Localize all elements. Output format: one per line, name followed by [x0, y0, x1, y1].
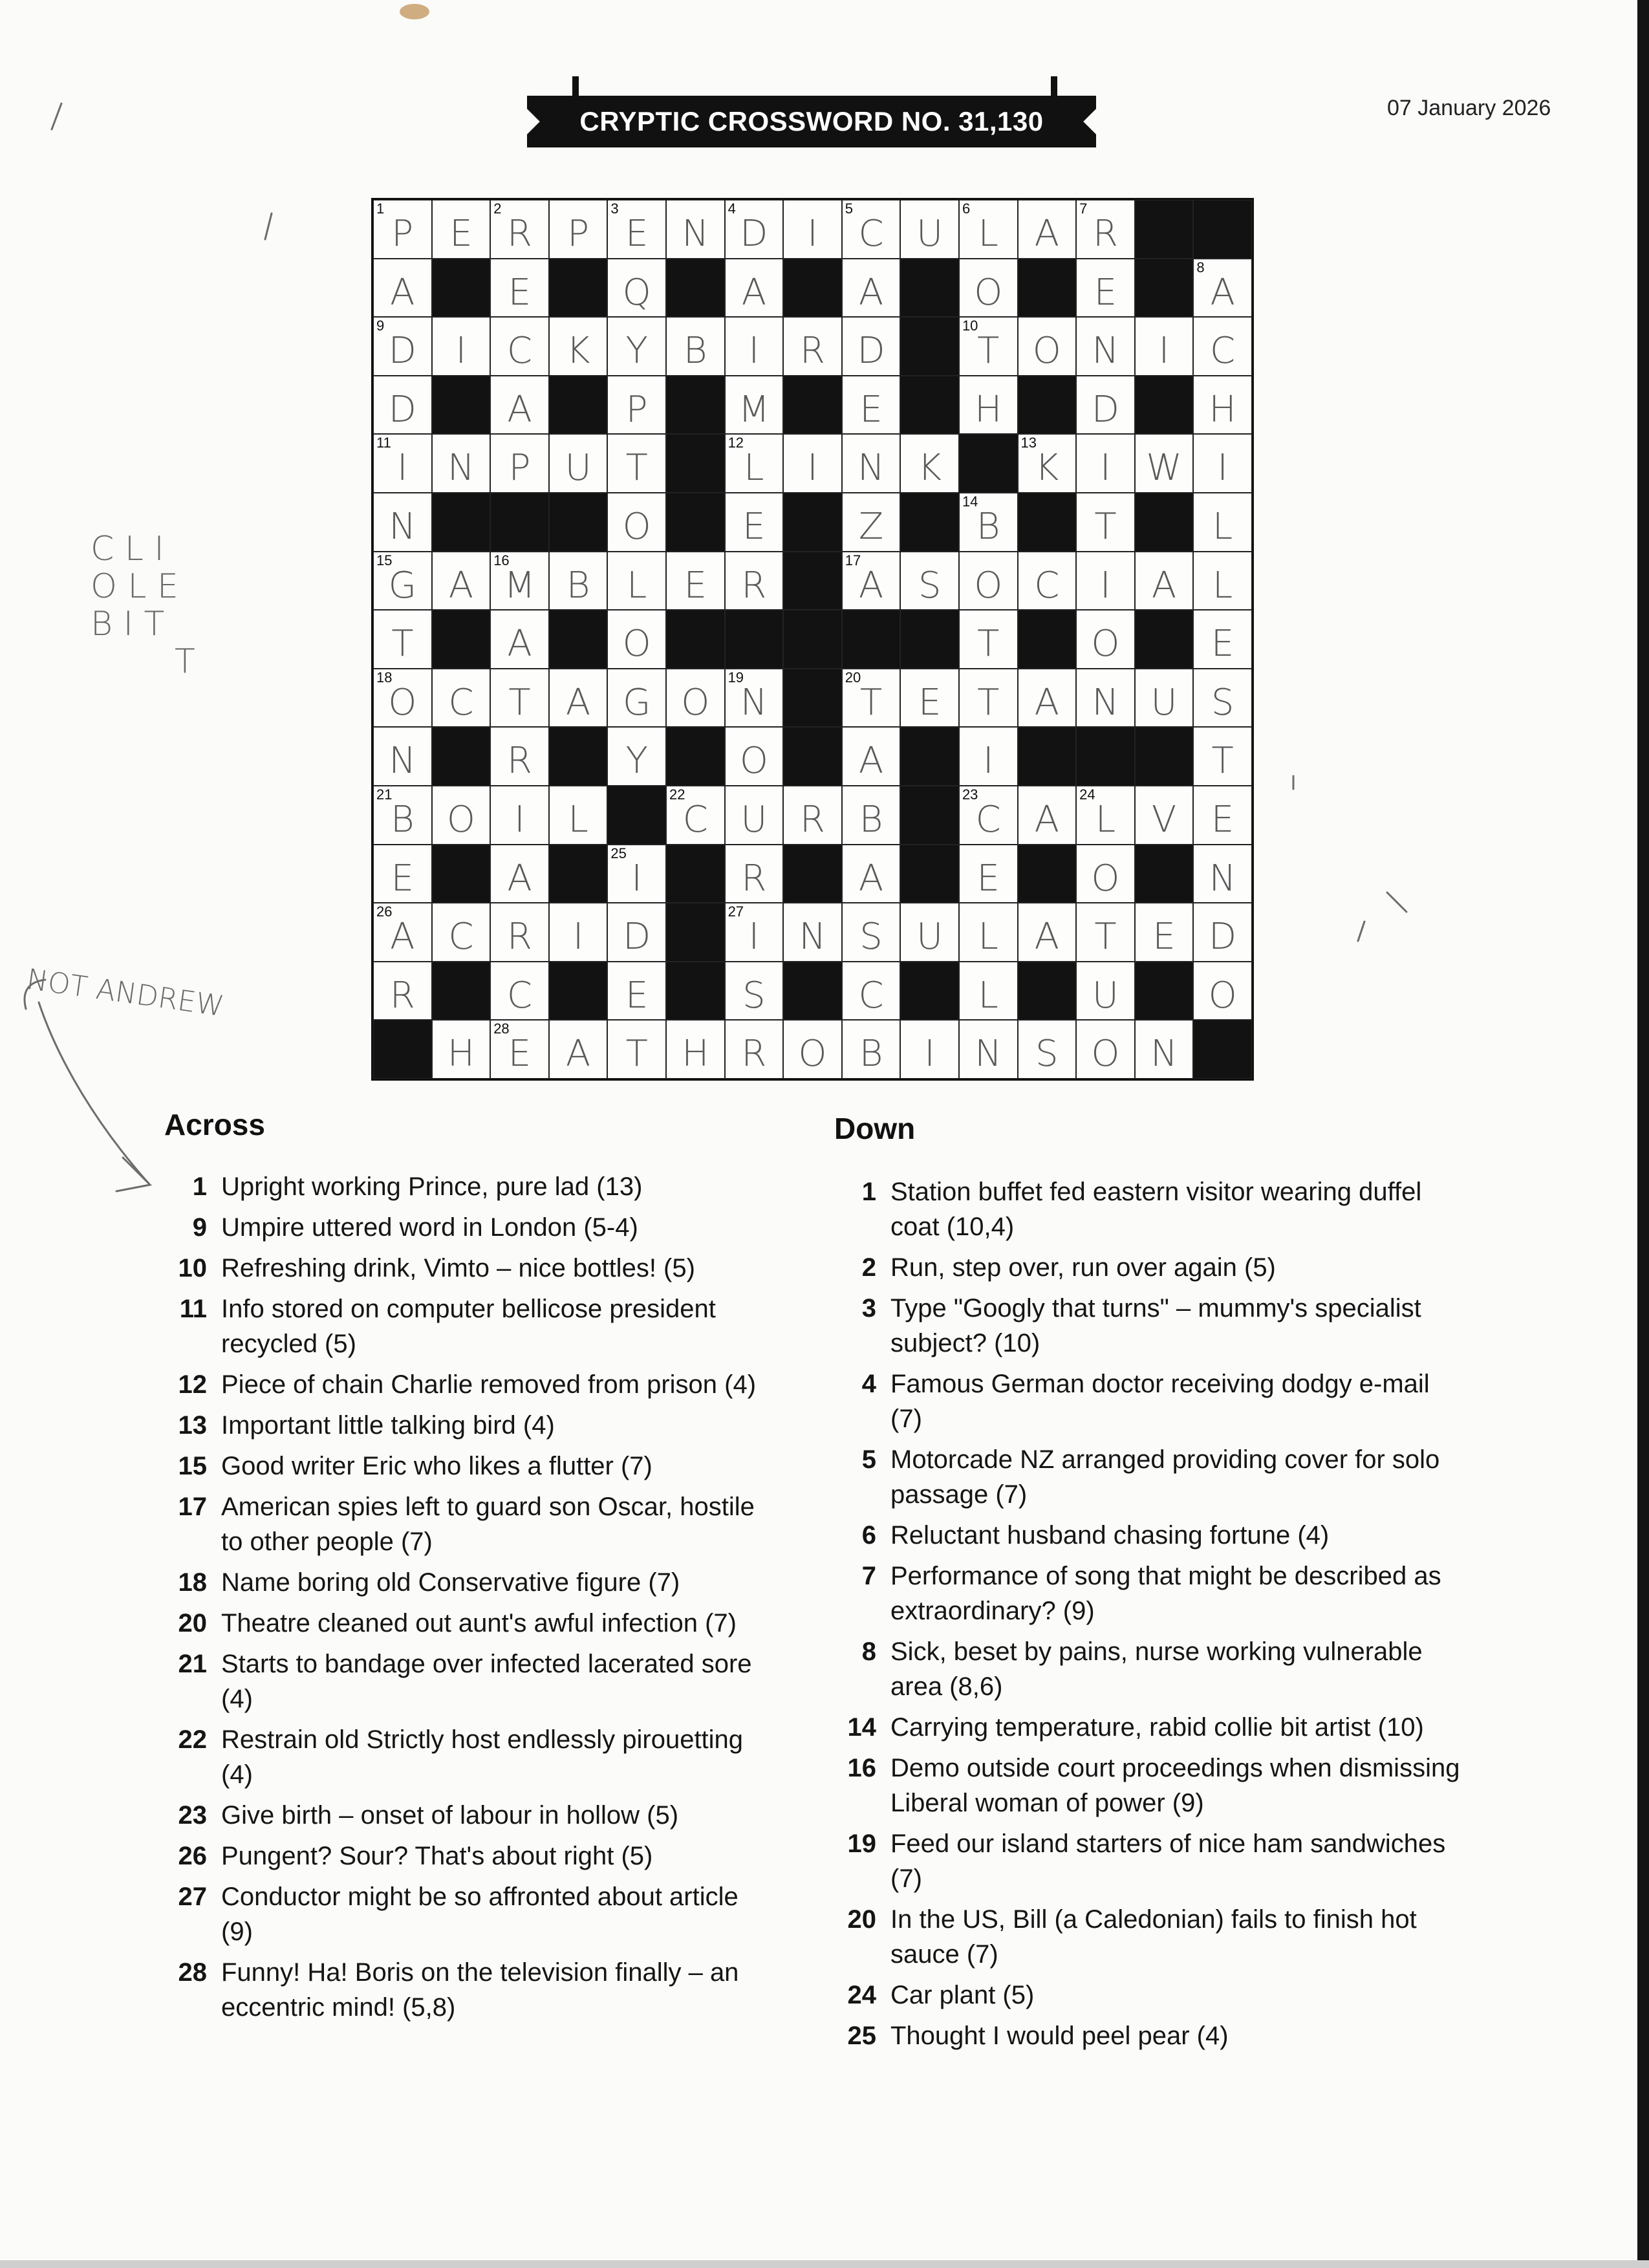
handwritten-letter: A	[741, 271, 767, 314]
handwritten-letter: B	[859, 798, 883, 841]
clue-text: Motorcade NZ arranged providing cover for solo passage (7)	[890, 1445, 1440, 1509]
handwritten-letter: E	[1211, 798, 1234, 841]
handwritten-letter: U	[1092, 974, 1119, 1017]
handwritten-letter: E	[976, 857, 1000, 900]
clue-text: Give birth – onset of labour in hollow (5)	[221, 1801, 679, 1830]
clue-number: 24	[1079, 786, 1095, 803]
clue-number: 22	[178, 1725, 207, 1754]
handwritten-letter: E	[918, 681, 942, 724]
handwritten-letter: E	[859, 388, 883, 431]
handwritten-letter: C	[858, 974, 884, 1017]
clue-text: American spies left to guard son Oscar, hostile to other people (7)	[221, 1493, 755, 1556]
clue-number: 12	[727, 435, 744, 451]
handwritten-letter: A	[1034, 213, 1059, 255]
handwritten-letter: E	[1152, 916, 1176, 958]
anagram-line: C L I	[91, 530, 164, 568]
handwritten-letter: B	[859, 1033, 883, 1075]
handwritten-letter: A	[565, 1033, 591, 1075]
handwritten-letter: M	[504, 564, 535, 607]
handwritten-letter: O	[1091, 1033, 1120, 1075]
handwritten-letter: M	[738, 388, 770, 431]
handwritten-letter: I	[514, 798, 525, 841]
handwritten-letter: B	[683, 330, 707, 373]
handwritten-letter: Z	[858, 505, 884, 548]
handwritten-letter: H	[682, 1033, 709, 1075]
clue-text: Famous German doctor receiving dodgy e-mail (7)	[890, 1370, 1430, 1433]
clue-number: 14	[962, 493, 978, 510]
clue-number: 8	[1196, 259, 1205, 275]
handwritten-letter: Q	[622, 271, 651, 314]
handwritten-letter: E	[391, 857, 414, 900]
handwritten-letter: R	[389, 974, 415, 1017]
clue-number: 21	[376, 786, 393, 803]
handwritten-letter: T	[1094, 505, 1117, 548]
handwritten-letter: H	[975, 388, 1002, 431]
clue-number: 20	[178, 1609, 207, 1637]
handwritten-letter: O	[446, 798, 475, 841]
handwritten-letter: O	[739, 740, 768, 783]
handwritten-letter: I	[807, 213, 818, 255]
handwritten-letter: A	[1034, 916, 1059, 958]
handwritten-letter: C	[448, 681, 474, 724]
clue-number: 4	[727, 200, 736, 217]
clue-number: 3	[861, 1294, 876, 1323]
handwritten-letter: U	[1150, 681, 1178, 724]
handwritten-letter: E	[1094, 271, 1117, 314]
handwritten-letter: C	[506, 974, 533, 1017]
clue-number: 5	[845, 200, 853, 217]
handwritten-letter: P	[508, 447, 531, 490]
handwritten-letter: N	[975, 1033, 1002, 1075]
handwritten-letter: U	[565, 447, 592, 490]
handwritten-letter: L	[978, 974, 998, 1017]
handwritten-letter: R	[1092, 213, 1118, 255]
handwritten-letter: B	[390, 798, 415, 841]
clue-number: 28	[493, 1021, 510, 1037]
handwritten-letter: O	[622, 623, 651, 665]
handwritten-letter: A	[858, 857, 884, 900]
clue-text: Name boring old Conservative figure (7)	[221, 1568, 680, 1597]
clue-number: 19	[847, 1830, 876, 1858]
clue-number: 6	[861, 1521, 876, 1550]
handwritten-letter: Y	[625, 330, 648, 373]
clue-text: Thought I would peel pear (4)	[890, 2022, 1229, 2050]
clue-number: 8	[861, 1637, 876, 1666]
handwritten-letter: T	[977, 623, 1000, 665]
handwritten-letter: C	[506, 330, 533, 373]
clue-number: 9	[376, 318, 385, 334]
handwritten-letter: A	[858, 740, 884, 783]
clue-number: 2	[861, 1253, 876, 1282]
clue-text: Sick, beset by pains, nurse working vulnerable area (8,6)	[890, 1637, 1423, 1701]
clue-number: 27	[178, 1883, 207, 1911]
clue-number: 26	[178, 1842, 207, 1870]
handwritten-letter: A	[858, 271, 884, 314]
clue-number: 1	[861, 1178, 876, 1206]
handwritten-letter: D	[623, 916, 651, 958]
clue-text: Theatre cleaned out aunt's awful infection (7)	[221, 1609, 737, 1637]
handwritten-letter: A	[1034, 681, 1059, 724]
handwritten-letter: N	[1150, 1033, 1178, 1075]
handwritten-letter: A	[858, 564, 884, 607]
anagram-line: O L E	[91, 567, 178, 606]
clue-number: 13	[1020, 435, 1037, 451]
handwritten-letter: I	[1100, 447, 1111, 490]
clue-number: 1	[192, 1172, 207, 1201]
clue-number: 6	[962, 200, 971, 217]
handwritten-letter: A	[1034, 798, 1059, 841]
handwritten-letter: A	[507, 623, 532, 665]
handwritten-letter: L	[627, 564, 647, 607]
handwritten-letter: L	[568, 798, 588, 841]
handwritten-letter: I	[982, 740, 994, 783]
clue-text: Important little talking bird (4)	[221, 1411, 555, 1440]
clue-text: Umpire uttered word in London (5-4)	[221, 1213, 638, 1242]
handwritten-letter: R	[799, 798, 825, 841]
clue-number: 13	[178, 1411, 207, 1440]
clue-number: 19	[727, 669, 744, 686]
clue-number: 4	[861, 1370, 876, 1398]
handwritten-letter: A	[507, 388, 532, 431]
handwritten-letter: N	[1092, 330, 1119, 373]
clue-number: 22	[669, 786, 685, 803]
handwritten-letter: N	[857, 447, 885, 490]
clue-text: Reluctant husband chasing fortune (4)	[890, 1521, 1330, 1550]
handwritten-letter: G	[622, 681, 651, 724]
clue-number: 24	[847, 1981, 876, 2009]
clue-text: Funny! Ha! Boris on the television finally – an eccentric mind! (5,8)	[221, 1958, 739, 2022]
clue-number: 9	[192, 1213, 207, 1242]
clue-number: 7	[1079, 200, 1088, 217]
handwritten-letter: U	[740, 798, 768, 841]
clue-text: Starts to bandage over infected lacerated sore (4)	[221, 1650, 752, 1713]
handwritten-letter: V	[1151, 798, 1177, 841]
handwritten-letter: I	[397, 447, 408, 490]
handwritten-letter: N	[447, 447, 475, 490]
handwritten-letter: I	[748, 916, 760, 958]
clue-text: Good writer Eric who likes a flutter (7)	[221, 1452, 652, 1480]
handwritten-letter: O	[974, 271, 1003, 314]
handwritten-letter: H	[447, 1033, 475, 1075]
handwritten-letter: T	[1211, 740, 1234, 783]
clue-number: 15	[376, 552, 393, 568]
clue-number: 10	[962, 318, 978, 334]
handwritten-letter: D	[740, 213, 768, 255]
clue-number: 11	[376, 435, 391, 451]
clue-number: 25	[847, 2022, 876, 2050]
clue-number: 18	[178, 1568, 207, 1597]
handwritten-letter: I	[455, 330, 467, 373]
handwritten-letter: A	[507, 857, 532, 900]
clue-text: Piece of chain Charlie removed from prison (4)	[221, 1370, 757, 1399]
handwritten-letter: L	[1212, 505, 1233, 548]
handwritten-letter: L	[744, 447, 764, 490]
handwritten-letter: E	[1211, 623, 1234, 665]
handwritten-letter: D	[1091, 388, 1119, 431]
handwritten-letter: O	[681, 681, 710, 724]
clue-number: 17	[178, 1493, 207, 1521]
clue-number: 11	[179, 1295, 207, 1323]
handwritten-letter: K	[1035, 447, 1059, 490]
handwritten-letter: C	[448, 916, 474, 958]
handwritten-letter: T	[977, 330, 1000, 373]
handwritten-letter: E	[449, 213, 473, 255]
handwritten-letter: S	[1211, 681, 1234, 724]
clue-number: 21	[178, 1650, 207, 1678]
publication-date: 07 January 2026	[1387, 96, 1551, 120]
handwritten-letter: D	[388, 330, 416, 373]
handwritten-letter: E	[508, 1033, 532, 1075]
anagram-line: B I T	[91, 605, 165, 643]
handwritten-letter: P	[625, 388, 648, 431]
handwritten-letter: C	[1034, 564, 1060, 607]
handwritten-letter: T	[977, 681, 1000, 724]
handwritten-letter: E	[625, 974, 649, 1017]
handwritten-letter: E	[625, 213, 649, 255]
clue-number: 12	[178, 1370, 207, 1399]
crossword-title: CRYPTIC CROSSWORD NO. 31,130	[579, 106, 1044, 136]
handwritten-letter: L	[1212, 564, 1233, 607]
handwritten-letter: A	[565, 681, 591, 724]
handwritten-letter: O	[1032, 330, 1061, 373]
clue-number: 23	[178, 1801, 207, 1830]
handwritten-letter: B	[566, 564, 590, 607]
handwritten-letter: C	[1210, 330, 1236, 373]
handwritten-letter: T	[1094, 916, 1117, 958]
clue-text: Type "Googly that turns" – mummy's specialist subject? (10)	[890, 1294, 1421, 1357]
handwritten-letter: Y	[625, 740, 648, 783]
handwritten-letter: U	[916, 916, 943, 958]
clue-text: In the US, Bill (a Caledonian) fails to finish hot sauce (7)	[890, 1905, 1417, 1969]
handwritten-letter: T	[391, 623, 414, 665]
handwritten-letter: O	[1091, 857, 1120, 900]
handwritten-letter: R	[741, 857, 767, 900]
handwritten-letter: O	[388, 681, 417, 724]
clue-text: Performance of song that might be described as extraordinary? (9)	[890, 1562, 1441, 1625]
handwritten-letter: O	[622, 505, 651, 548]
handwritten-letter: I	[631, 857, 642, 900]
clue-number: 14	[847, 1713, 876, 1742]
handwritten-letter: A	[448, 564, 474, 607]
handwritten-letter: S	[742, 974, 766, 1017]
clue-number: 20	[847, 1905, 876, 1934]
handwritten-letter: I	[807, 447, 818, 490]
clue-number: 17	[845, 552, 861, 568]
handwritten-letter: N	[389, 740, 416, 783]
handwritten-letter: L	[978, 213, 998, 255]
clue-number: 25	[610, 845, 627, 861]
clue-number: 2	[493, 200, 502, 217]
clue-number: 20	[845, 669, 861, 686]
handwritten-letter: K	[918, 447, 942, 490]
clue-number: 26	[376, 903, 393, 920]
handwritten-letter: R	[799, 330, 825, 373]
handwritten-letter: O	[974, 564, 1003, 607]
clue-number: 16	[847, 1754, 876, 1782]
clue-text: Restrain old Strictly host endlessly pirouetting (4)	[221, 1725, 744, 1789]
handwritten-letter: D	[1209, 916, 1237, 958]
handwritten-letter: K	[566, 330, 590, 373]
handwritten-letter: O	[798, 1033, 827, 1075]
handwritten-letter: C	[975, 798, 1001, 841]
handwritten-letter: N	[1092, 681, 1119, 724]
handwritten-letter: L	[1095, 798, 1116, 841]
handwritten-letter: T	[859, 681, 883, 724]
handwritten-letter: E	[742, 505, 766, 548]
handwritten-letter: N	[1209, 857, 1236, 900]
across-heading: Across	[164, 1108, 265, 1141]
handwritten-letter: T	[625, 1033, 648, 1075]
clue-text: Refreshing drink, Vimto – nice bottles! (5)	[221, 1254, 695, 1282]
handwritten-letter: T	[625, 447, 648, 490]
handwritten-letter: N	[682, 213, 709, 255]
down-heading: Down	[834, 1112, 916, 1145]
handwritten-letter: R	[741, 1033, 767, 1075]
handwritten-letter: I	[1100, 564, 1111, 607]
clue-number: 23	[962, 786, 978, 803]
clue-number: 7	[861, 1562, 876, 1590]
handwritten-letter: E	[684, 564, 707, 607]
handwritten-letter: E	[508, 271, 532, 314]
handwritten-letter: U	[916, 213, 943, 255]
handwritten-letter: N	[740, 681, 768, 724]
arrow-stroke	[39, 1002, 149, 1183]
handwritten-letter: O	[1208, 974, 1237, 1017]
clue-text: Pungent? Sour? That's about right (5)	[221, 1842, 653, 1870]
clue-number: 1	[376, 200, 385, 217]
handwritten-letter: P	[391, 213, 414, 255]
handwritten-letter: R	[507, 916, 532, 958]
clue-text: Carrying temperature, rabid collie bit artist (10)	[890, 1713, 1424, 1742]
handwritten-letter: A	[1210, 271, 1235, 314]
clue-text: Upright working Prince, pure lad (13)	[221, 1172, 643, 1201]
handwritten-letter: I	[572, 916, 584, 958]
handwritten-letter: R	[507, 213, 532, 255]
handwritten-letter: G	[388, 564, 416, 607]
handwritten-letter: N	[389, 505, 416, 548]
handwritten-letter: N	[799, 916, 826, 958]
handwritten-letter: R	[507, 740, 532, 783]
clue-text: Info stored on computer bellicose president recycled (5)	[221, 1295, 716, 1358]
clue-text: Run, step over, run over again (5)	[890, 1253, 1276, 1282]
clue-number: 3	[610, 200, 619, 217]
clue-text: Demo outside court proceedings when dismissing Liberal woman of power (9)	[890, 1754, 1460, 1817]
handwritten-letter: I	[924, 1033, 935, 1075]
handwritten-letter: I	[748, 330, 760, 373]
handwritten-letter: T	[508, 681, 531, 724]
handwritten-letter: P	[567, 213, 589, 255]
handwritten-letter: A	[1151, 564, 1177, 607]
clue-number: 15	[178, 1452, 207, 1480]
clue-number: 5	[861, 1445, 876, 1474]
handwritten-letter: A	[390, 271, 415, 314]
handwritten-letter: S	[1035, 1033, 1059, 1075]
handwritten-letter: I	[1158, 330, 1170, 373]
clue-number: 28	[178, 1958, 207, 1987]
clue-text: Car plant (5)	[890, 1981, 1035, 2009]
handwritten-letter: C	[858, 213, 884, 255]
clue-number: 27	[727, 903, 744, 920]
handwritten-letter: S	[859, 916, 883, 958]
handwritten-letter: C	[682, 798, 708, 841]
handwritten-letter: R	[741, 564, 767, 607]
handwritten-letter: D	[857, 330, 885, 373]
handwritten-letter: O	[1091, 623, 1120, 665]
clue-text: Station buffet fed eastern visitor wearing duffel coat (10,4)	[890, 1178, 1422, 1241]
clue-number: 10	[178, 1254, 207, 1282]
clue-number: 16	[493, 552, 510, 568]
handwritten-letter: D	[388, 388, 416, 431]
arrow-head	[116, 1158, 150, 1191]
handwritten-letter: I	[1217, 447, 1228, 490]
handwritten-letter: B	[976, 505, 1000, 548]
clue-number: 18	[376, 669, 393, 686]
clue-text: Feed our island starters of nice ham sandwiches (7)	[890, 1830, 1446, 1893]
handwritten-letter: H	[1209, 388, 1236, 431]
clue-text: Conductor might be so affronted about article (9)	[221, 1883, 738, 1946]
handwritten-letter: S	[918, 564, 942, 607]
margin-note-not-andrew: NOT ANDREW	[24, 962, 226, 1024]
handwritten-letter: L	[978, 916, 998, 958]
anagram-line: T	[175, 642, 195, 681]
handwritten-letter: A	[390, 916, 415, 958]
handwritten-letter: W	[1146, 447, 1182, 490]
